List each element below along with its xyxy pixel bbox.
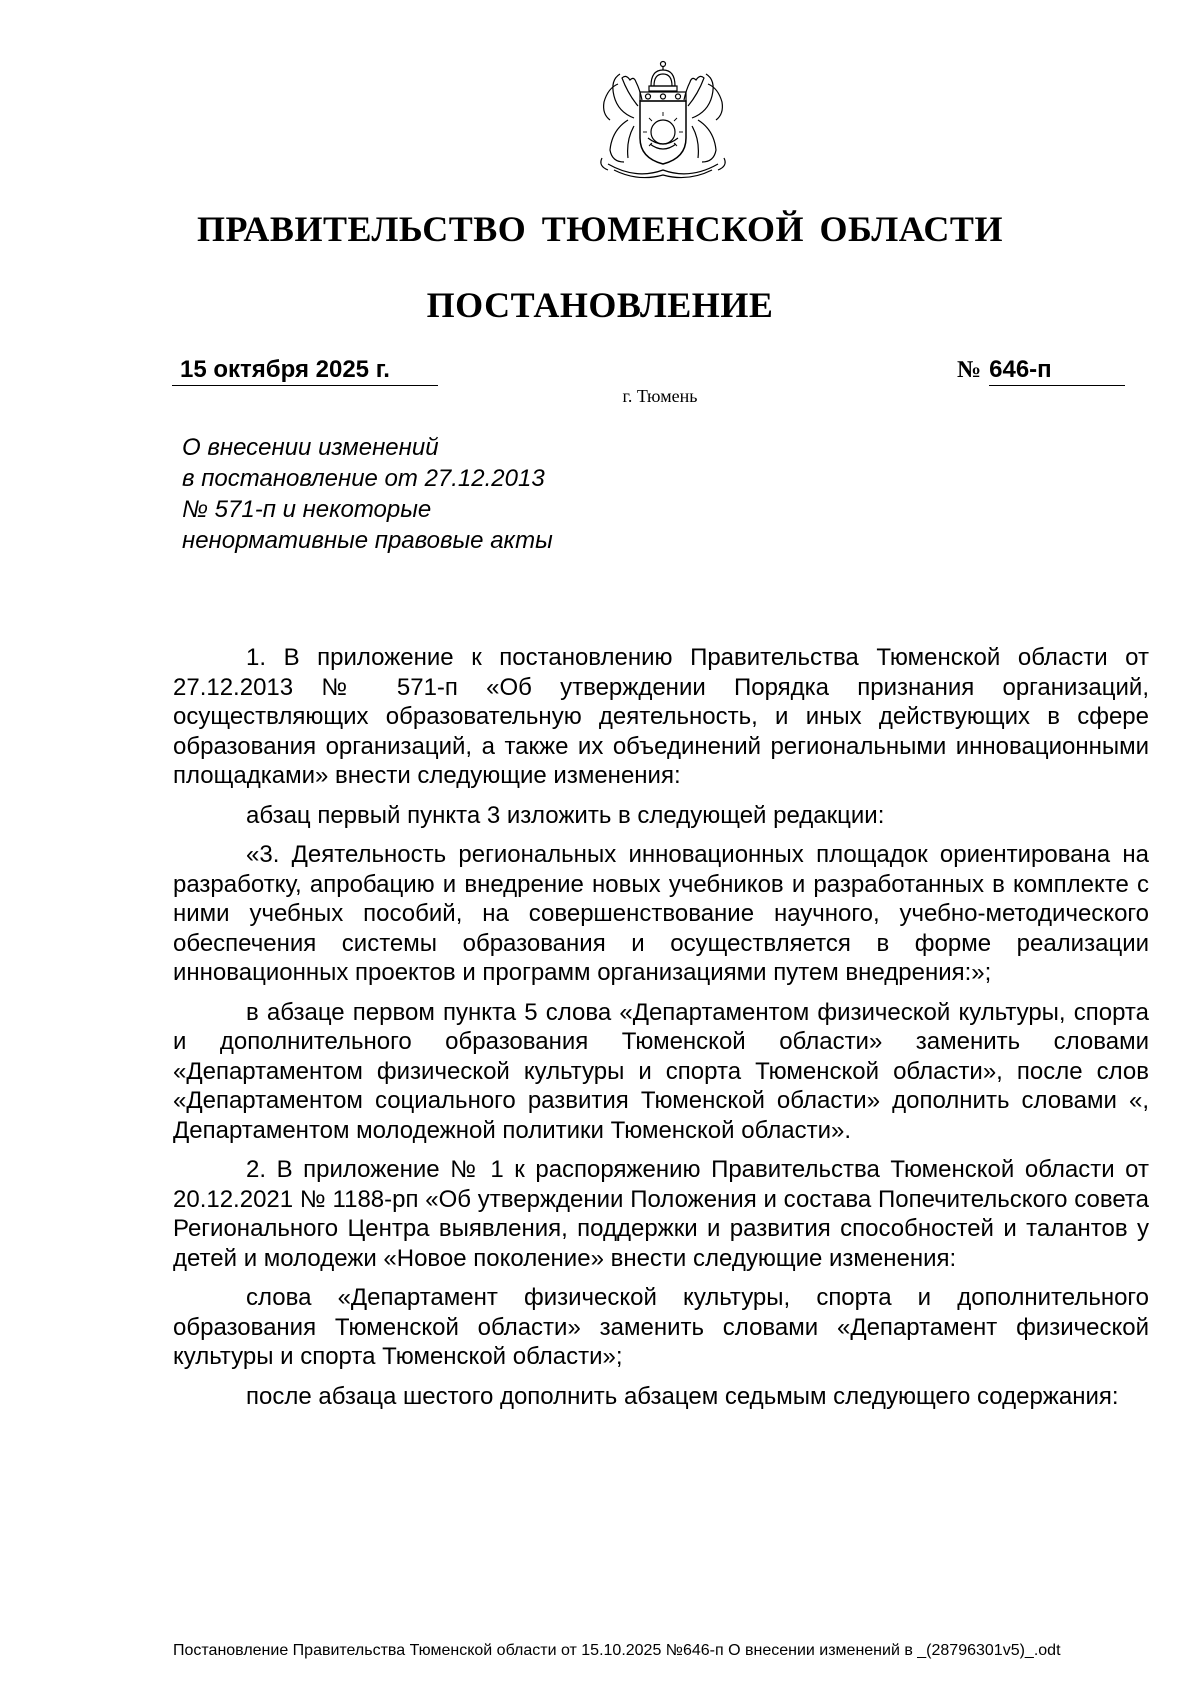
organization-title: ПРАВИТЕЛЬСТВО ТЮМЕНСКОЙ ОБЛАСТИ: [197, 209, 1003, 249]
document-date: 15 октября 2025 г.: [172, 355, 438, 386]
body-paragraph: 1. В приложение к постановлению Правительства Тюменской области от 27.12.2013 № 571-п «Об утверждении Порядка признания организаций, осуществляющих образовательную деятельность, и иных действующих в сфере образования организаций, а также их объединений региональными инновационными площадками» внести следующие изменения:: [173, 644, 1149, 789]
document-city: г. Тюмень: [622, 386, 698, 406]
document-number-field: [957, 355, 1135, 386]
body-paragraph: после абзаца шестого дополнить абзацем седьмым следующего содержания:: [246, 1382, 1119, 1410]
document-type-title: ПОСТАНОВЛЕНИЕ: [426, 285, 774, 325]
subject-line: ненормативные правовые акты: [182, 527, 553, 554]
document-footer: Постановление Правительства Тюменской области от 15.10.2025 №646-п О внесении изменений в _(28796301v5)_.odt: [173, 1642, 1061, 1659]
document-body: [173, 643, 1149, 1421]
body-paragraph: «3. Деятельность региональных инновационных площадок ориентирована на разработку, апробацию и внедрение новых учебников и разработанных в комплекте с ними учебных пособий, на совершенствование научного, учебно-методического обеспечения системы образования и осуществляется в форме реализации инновационных проектов и программ организациями путем внедрения:»;: [173, 841, 1149, 986]
body-paragraph: слова «Департамент физической культуры, спорта и дополнительного образования Тюменской области» заменить словами «Департамент физической культуры и спорта Тюменской области»;: [173, 1284, 1149, 1370]
body-paragraph: 2. В приложение № 1 к распоряжению Правительства Тюменской области от 20.12.2021 № 1188-рп «Об утверждении Положения и состава Попечительского совета Регионального Центра выявления, поддержки и развития способностей и талантов у детей и молодежи «Новое поколение» внести следующие изменения:: [173, 1156, 1149, 1272]
number-sign: №: [957, 357, 982, 383]
document-subject: [182, 432, 702, 556]
body-paragraph: в абзаце первом пункта 5 слова «Департаментом физической культуры, спорта и дополнительного образования Тюменской области» заменить словами «Департаментом физической культуры и спорта Тюменской области», после слов «Департаментом социального развития Тюменской области» дополнить словами «, Департаментом молодежной политики Тюменской области».: [173, 998, 1149, 1144]
document-number: 646-п: [989, 355, 1125, 386]
body-paragraph: абзац первый пункта 3 изложить в следующей редакции:: [246, 801, 885, 829]
subject-line: в постановление от 27.12.2013: [182, 465, 545, 492]
subject-line: № 571-п и некоторые: [182, 496, 432, 523]
coat-of-arms-icon: [588, 58, 738, 183]
subject-line: О внесении изменений: [182, 434, 439, 461]
